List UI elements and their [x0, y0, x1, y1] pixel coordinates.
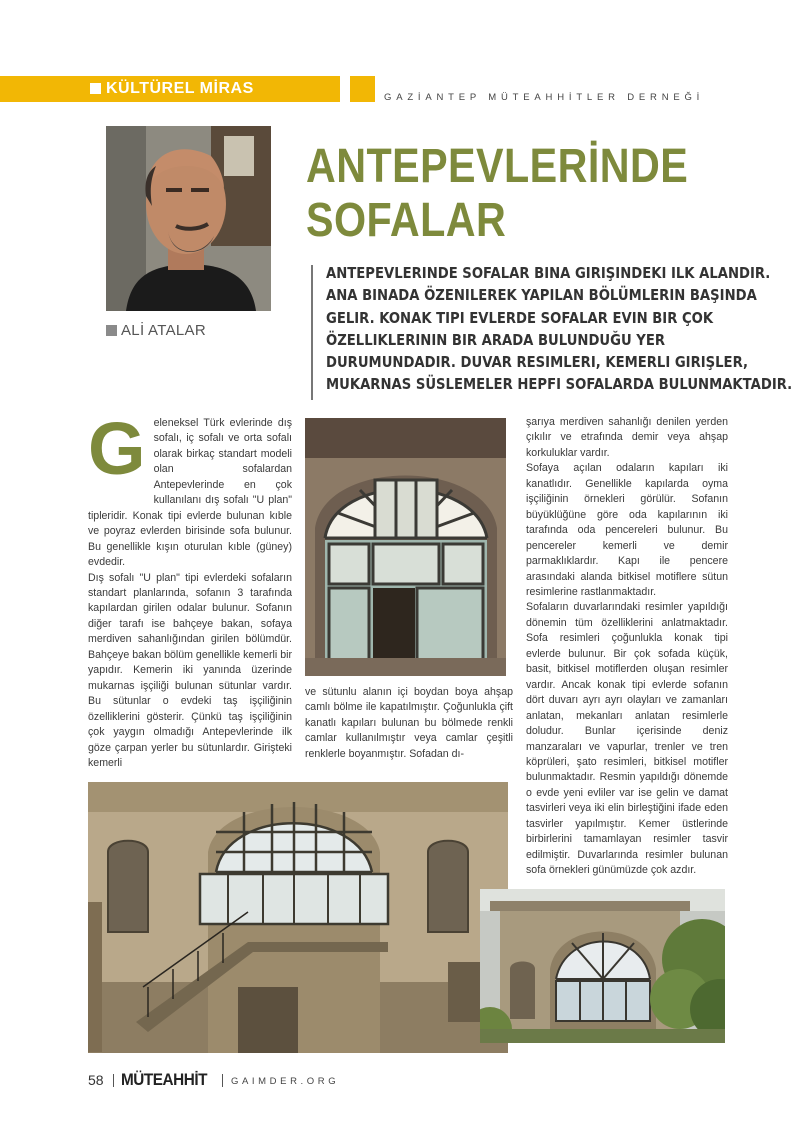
drop-cap: G — [88, 407, 146, 490]
col2-paragraph-1: ve sütunlu alanın içi boydan boya ahşap camlı bölme ile kapatılmıştır. Çoğunlukla çift kanatlı kapıları bulunan bu bölmede renkli camlar kullanılmıştır veya camlar çeşitli renklerle boyanmıştır. Sofadan dı- — [305, 686, 513, 760]
house-facade-image — [88, 782, 508, 1053]
section-bar-accent — [350, 76, 375, 102]
photo-arched-window — [305, 418, 506, 676]
page-number: 58 — [88, 1072, 104, 1088]
magazine-brand: MÜTEAHHİT — [121, 1070, 208, 1089]
author-square-icon — [106, 325, 117, 336]
photo-house-facade — [88, 782, 508, 1053]
section-square-icon — [90, 83, 101, 94]
house-garden-image — [480, 889, 725, 1043]
lead-rule — [311, 265, 313, 400]
col3-paragraph-3: Sofaların duvarlarındaki resimler yapıldığı dönemin tüm özelliklerini anlatmaktadır. Sofa resimleri çoğunlukla konak tipi evlerde bulunur. Bir çok sofada küçük, basit, bitkisel motiflerden oluşan resimler vardır. Ancak konak tipi evlerde sofanın dört duvarı ayrı ayrı olayları ve zamanları anlatan, mekanları anlatan resimlerle doludur. Bunlar içerisinde deniz manzaraları ve vapurlar, trenler ve tren köprüleri, şato resimleri, bitkisel motifler bulunmaktadır. Resmin yapıldığı dönemde o evde yeni evliler var ise gelin ve damat tasvirleri veya iki elin birleştiğini ifade eden tasvirler yapılmıştır. Kemer üstlerinde birbirlerini tamamlayan resimler tasvir edilmiştir. Duvarlarında resimler bulunan sofa örnekleri günümüzde çok azdır. — [526, 601, 728, 877]
arched-window-image — [305, 418, 506, 676]
body-column-1 — [88, 407, 292, 771]
col3-paragraph-1: şarıya merdiven sahanlığı denilen yerden çıkılır ve etrafında demir veya ahşap korkuluklar vardır. — [526, 416, 728, 459]
publisher-name: GAZİANTEP MÜTEAHHİTLER DERNEĞİ — [384, 92, 705, 103]
article-title-line1: ANTEPEVLERİNDE — [306, 140, 689, 193]
col3-paragraph-2: Sofaya açılan odaların kapıları iki kanatlıdır. Genellikle kapılarda oyma işçiliğinin örnekleri görülür. Sofanın büyüklüğüne göre oda kapılarının iki tarafında oda pencereleri bulunur. Bu pencereler kemerli ve demir parmaklıklardır. Kapı ile pencere arasındaki alanda bitkisel motiflere sütun resimlerine rastlanmaktadır. — [526, 462, 728, 598]
col1-paragraph-1: eleneksel Türk evlerinde dış sofalı, iç sofalı ve orta sofalı olarak birkaç standart modeli olan sofalardan Antepevlerinde en çok kullanılanı dış sofalı "U plan" tipleridir. Konak tipi evlerde bulunan kıble ve poyraz evlerden birisinde sofa bulunur. Bu genellikle kışın oturulan kıble (güney) evdedir. — [88, 417, 292, 569]
col1-paragraph-2: Dış sofalı "U plan" tipi evlerdeki sofaların standart planlarında, sofanın 3 tarafında kapılardan girilen odalar bulunur. Sofanın diğer tarafı ise bahçeye bakan, sofaya merdiven sahanlığından girilen bölümdür. Bahçeye bakan bölüm genellikle kemerli bir yapıdır. Kemerin iki yanında üzerinde mukarnas işçiliği bulunan sütunlar vardır. Bu sütunlar o evdeki taş işçiliğinin özelliklerini gösterir. Çünkü taş işçiliğinin çok yaygın olmadığı Antepevlerinde ilk göze çarpan yerler bu sütunlardır. Girişteki kemerli — [88, 571, 292, 769]
photo-house-garden — [480, 889, 725, 1043]
article-title-line2: SOFALAR — [306, 194, 507, 247]
footer-separator — [222, 1074, 223, 1087]
author-name: ALİ ATALAR — [121, 322, 206, 339]
website-link[interactable]: GAIMDER.ORG — [231, 1076, 340, 1087]
section-label: KÜLTÜREL MİRAS — [106, 80, 254, 97]
article-lead: ANTEPEVLERINDE SOFALAR BINA GIRIŞINDEKI ILK ALANDIR. ANA BINADA ÖZENILEREK YAPILAN BÖLÜMLERIN BAŞINDA GELIR. KONAK TIPI EVLERDE SOFALAR EVIN BIR ÇOK ÖZELLIKLERININ BIR ARADA BULUNDUĞU YER DURUMUNDADIR. DUVAR RESIMLERI, KEMERLI GIRIŞLER, MUKARNAS SÜSLEMELER HEPFI SOFALARDA BULUNMAKTADIR. — [326, 264, 793, 394]
article-title — [306, 140, 719, 248]
footer-separator — [113, 1074, 114, 1087]
body-column-3 — [526, 415, 728, 879]
body-column-2 — [305, 685, 513, 762]
author-portrait-image — [106, 126, 271, 311]
author-photo — [106, 126, 271, 311]
